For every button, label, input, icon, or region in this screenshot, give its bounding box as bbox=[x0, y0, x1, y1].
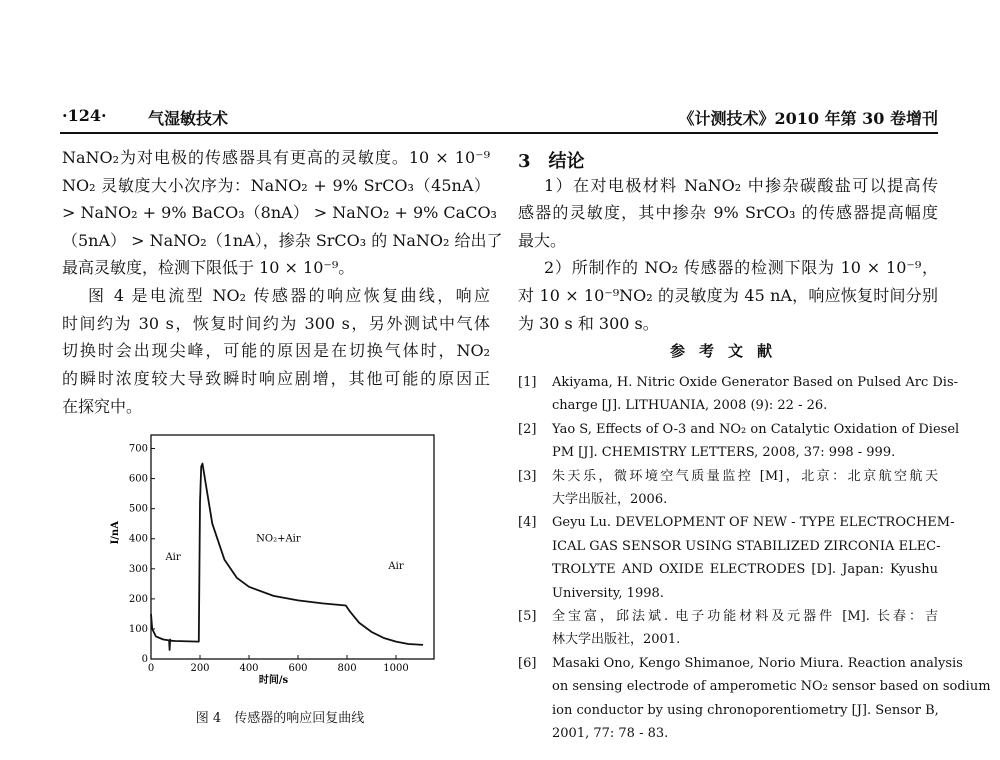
reference-line: charge [J]. LITHUANIA, 2008 (9): 22 - 26. bbox=[552, 398, 828, 414]
x-tick-label: 600 bbox=[288, 663, 308, 674]
body-line: 时间约为 30 s，恢复时间约为 300 s，另外测试中气体 bbox=[62, 314, 490, 333]
y-tick-label: 500 bbox=[128, 503, 148, 515]
x-tick-label: 0 bbox=[147, 663, 155, 674]
reference-number: [2] bbox=[518, 421, 537, 437]
reference-line: ICAL GAS SENSOR USING STABILIZED ZIRCONIA ELEC- bbox=[552, 538, 941, 554]
reference-number: [6] bbox=[518, 655, 537, 671]
reference-number: [1] bbox=[518, 375, 537, 390]
conclusion-heading: 3 结论 bbox=[518, 151, 585, 172]
figure-caption: 图 4 传感器的响应回复曲线 bbox=[195, 711, 365, 726]
x-tick-label: 400 bbox=[239, 663, 259, 674]
x-tick-label: 800 bbox=[337, 663, 357, 674]
body-line: 在探究中。 bbox=[62, 397, 143, 416]
body-line: NO₂ 灵敏度大小次序为：NaNO₂ + 9% SrCO₃（45nA） bbox=[62, 176, 490, 195]
body-line: 对 10 × 10⁻⁹NO₂ 的灵敏度为 45 nA，响应恢复时间分别 bbox=[518, 286, 938, 305]
body-line: 切换时会出现尖峰，可能的原因是在切换气体时，NO₂ bbox=[62, 341, 490, 360]
reference-line: 全宝富，邱法斌. 电子功能材料及元器件 [M]. 长春：吉 bbox=[552, 609, 938, 624]
body-line: 图 4 是电流型 NO₂ 传感器的响应恢复曲线，响应 bbox=[88, 286, 490, 305]
y-axis-label: I/nA bbox=[110, 521, 121, 545]
reference-line: ion conductor by using chronoporentiometry [J]. Sensor B, bbox=[552, 702, 939, 718]
reference-line: Yao S, Effects of O-3 and NO₂ on Catalytic Oxidation of Diesel bbox=[552, 421, 960, 437]
y-tick-label: 300 bbox=[128, 563, 148, 575]
reference-line: on sensing electrode of amperometic NO₂ sensor based on sodium bbox=[552, 679, 991, 695]
body-line: > NaNO₂ + 9% BaCO₃（8nA） > NaNO₂ + 9% CaCO₃ bbox=[62, 203, 497, 222]
body-line: 1）在对电极材料 NaNO₂ 中掺杂碳酸盐可以提高传 bbox=[544, 176, 938, 195]
body-line: 感器的灵敏度，其中掺杂 9% SrCO₃ 的传感器提高幅度 bbox=[518, 203, 938, 222]
chart-annotation: NO₂+Air bbox=[256, 533, 301, 545]
section-title: 气湿敏技术 bbox=[148, 109, 229, 128]
x-tick-label: 1000 bbox=[383, 663, 409, 674]
reference-number: [5] bbox=[518, 609, 537, 624]
journal-title: 《计测技术》2010 年第 30 卷增刊 bbox=[678, 109, 938, 128]
y-tick-label: 100 bbox=[128, 623, 148, 635]
header-rule bbox=[60, 132, 938, 134]
page-number: ·124· bbox=[62, 106, 107, 125]
chart-annotation: Air bbox=[388, 560, 404, 572]
reference-line: 2001, 77: 78 - 83. bbox=[552, 726, 669, 741]
reference-line: Akiyama, H. Nitric Oxide Generator Based on Pulsed Arc Dis- bbox=[552, 375, 959, 390]
body-line: 为 30 s 和 300 s。 bbox=[518, 314, 659, 333]
y-tick-label: 200 bbox=[128, 593, 148, 605]
y-tick-label: 700 bbox=[128, 443, 148, 455]
reference-line: Masaki Ono, Kengo Shimanoe, Norio Miura. Reaction analysis bbox=[552, 655, 963, 671]
reference-line: 朱天乐，微环境空气质量监控 [M]，北京：北京航空航天 bbox=[552, 468, 938, 484]
body-line: 的瞬时浓度较大导致瞬时响应剧增，其他可能的原因正 bbox=[62, 369, 490, 388]
reference-line: 林大学出版社，2001. bbox=[552, 632, 681, 648]
plot-frame bbox=[151, 435, 434, 659]
body-line: NaNO₂为对电极的传感器具有更高的灵敏度。10 × 10⁻⁹ bbox=[62, 148, 490, 167]
reference-line: Geyu Lu. DEVELOPMENT OF NEW - TYPE ELECTROCHEM- bbox=[552, 515, 955, 531]
y-tick-label: 0 bbox=[141, 654, 148, 665]
chart-annotation: Air bbox=[165, 551, 181, 563]
body-line: 2）所制作的 NO₂ 传感器的检测下限为 10 × 10⁻⁹， bbox=[544, 258, 938, 277]
x-axis-label: 时间/s bbox=[258, 675, 289, 686]
y-tick-label: 400 bbox=[128, 533, 148, 545]
x-tick-label: 200 bbox=[190, 663, 210, 674]
body-line: （5nA） > NaNO₂（1nA），掺杂 SrCO₃ 的 NaNO₂ 给出了 bbox=[62, 231, 503, 250]
reference-line: TROLYTE AND OXIDE ELECTRODES [D]. Japan: Kyushu bbox=[552, 562, 938, 578]
reference-line: 大学出版社，2006. bbox=[552, 492, 668, 507]
y-tick-label: 600 bbox=[128, 473, 148, 485]
reference-line: University, 1998. bbox=[552, 585, 664, 601]
series-line-response bbox=[151, 464, 423, 650]
body-line: 最高灵敏度，检测下限低于 10 × 10⁻⁹。 bbox=[62, 258, 355, 277]
reference-line: PM [J]. CHEMISTRY LETTERS, 2008, 37: 998 - 999. bbox=[552, 445, 896, 461]
reference-number: [4] bbox=[518, 515, 537, 531]
reference-number: [3] bbox=[518, 468, 537, 484]
references-heading: 参考文献 bbox=[669, 342, 786, 360]
body-line: 最大。 bbox=[518, 231, 567, 250]
